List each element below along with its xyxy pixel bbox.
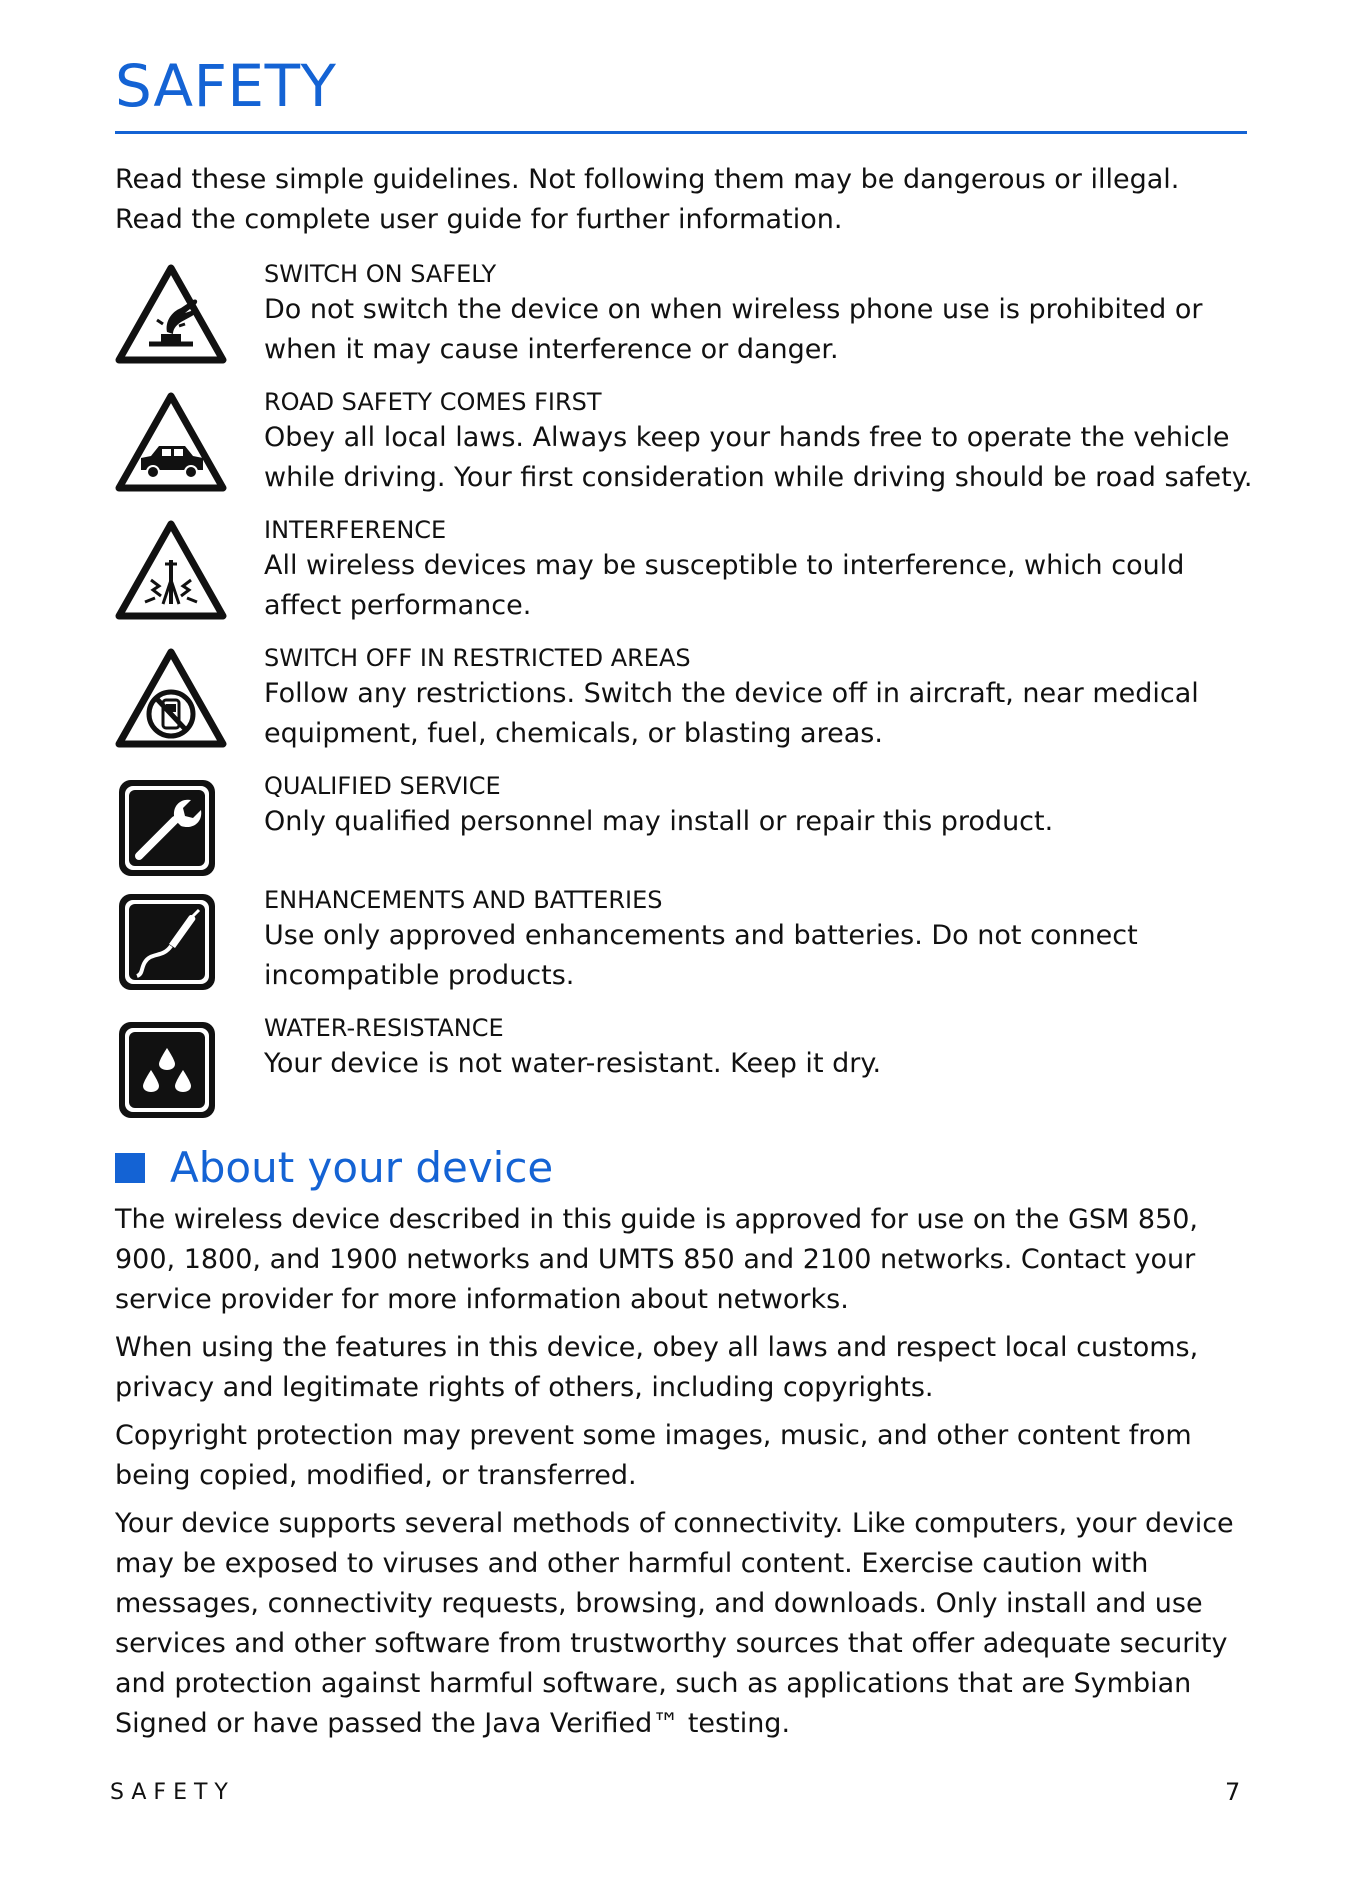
safety-item-heading: INTERFERENCE bbox=[264, 516, 447, 544]
section-square-icon bbox=[115, 1153, 145, 1183]
safety-item-heading: ENHANCEMENTS AND BATTERIES bbox=[264, 886, 663, 914]
safety-item-text bbox=[264, 258, 1254, 370]
switch-on-hand-triangle-icon bbox=[115, 264, 227, 368]
intro-paragraph: Read these simple guidelines. Not following them may be dangerous or illegal. Read the complete user guide for further information. bbox=[115, 164, 1180, 235]
safety-item-text bbox=[264, 770, 1254, 842]
safety-item-text bbox=[264, 386, 1254, 498]
safety-item-body: Follow any restrictions. Switch the device off in aircraft, near medical equipment, fuel, chemicals, or blasting areas. bbox=[264, 678, 1199, 749]
water-drops-icon bbox=[115, 1018, 227, 1122]
no-phone-triangle-icon bbox=[115, 648, 227, 752]
safety-item-body: All wireless devices may be susceptible to interference, which could affect performance. bbox=[264, 550, 1185, 621]
safety-item-text bbox=[264, 1012, 1254, 1084]
safety-item-heading: SWITCH ON SAFELY bbox=[264, 260, 497, 288]
title-divider bbox=[115, 131, 1247, 134]
about-paragraph: The wireless device described in this guide is approved for use on the GSM 850, 900, 1800, and 1900 networks and UMTS 850 and 2100 networks. Contact your service provider for more information about networks. bbox=[115, 1204, 1199, 1315]
about-section-title: About your device bbox=[170, 1143, 554, 1192]
safety-item-heading: SWITCH OFF IN RESTRICTED AREAS bbox=[264, 644, 691, 672]
page-title: SAFETY bbox=[115, 52, 337, 120]
about-section-body bbox=[115, 1200, 1245, 1752]
safety-item-heading: WATER-RESISTANCE bbox=[264, 1014, 504, 1042]
safety-item-text bbox=[264, 884, 1254, 996]
safety-item-body: Do not switch the device on when wireless phone use is prohibited or when it may cause interference or danger. bbox=[264, 294, 1203, 365]
safety-item-text bbox=[264, 514, 1254, 626]
wrench-icon bbox=[115, 776, 227, 880]
safety-item-body: Only qualified personnel may install or repair this product. bbox=[264, 806, 1054, 837]
antenna-interference-triangle-icon bbox=[115, 520, 227, 624]
about-section-heading bbox=[115, 1142, 553, 1194]
safety-item-heading: QUALIFIED SERVICE bbox=[264, 772, 501, 800]
car-triangle-icon bbox=[115, 392, 227, 496]
about-paragraph: When using the features in this device, obey all laws and respect local customs, privacy and legitimate rights of others, including copyrights. bbox=[115, 1332, 1199, 1403]
safety-item-body: Use only approved enhancements and batteries. Do not connect incompatible products. bbox=[264, 920, 1138, 991]
safety-item-text bbox=[264, 642, 1254, 754]
cable-plug-icon bbox=[115, 890, 227, 994]
about-paragraph: Your device supports several methods of connectivity. Like computers, your device may be exposed to viruses and other harmful content. Exercise caution with messages, connectivity requests, browsing, and downloads. Only install and use services and other software from trustworthy sources that offer adequate security and protection against harmful software, such as applications that are Symbian Signed or have passed the Java Verified™ testing. bbox=[115, 1508, 1234, 1739]
footer-section-label: SAFETY bbox=[110, 1780, 235, 1805]
safety-item-body: Obey all local laws. Always keep your hands free to operate the vehicle while driving. Your first consideration while driving should be road safety. bbox=[264, 422, 1253, 493]
safety-item-heading: ROAD SAFETY COMES FIRST bbox=[264, 388, 602, 416]
safety-item-body: Your device is not water-resistant. Keep it dry. bbox=[264, 1048, 882, 1079]
about-paragraph: Copyright protection may prevent some images, music, and other content from being copied, modified, or transferred. bbox=[115, 1420, 1192, 1491]
page-number: 7 bbox=[1225, 1778, 1241, 1806]
